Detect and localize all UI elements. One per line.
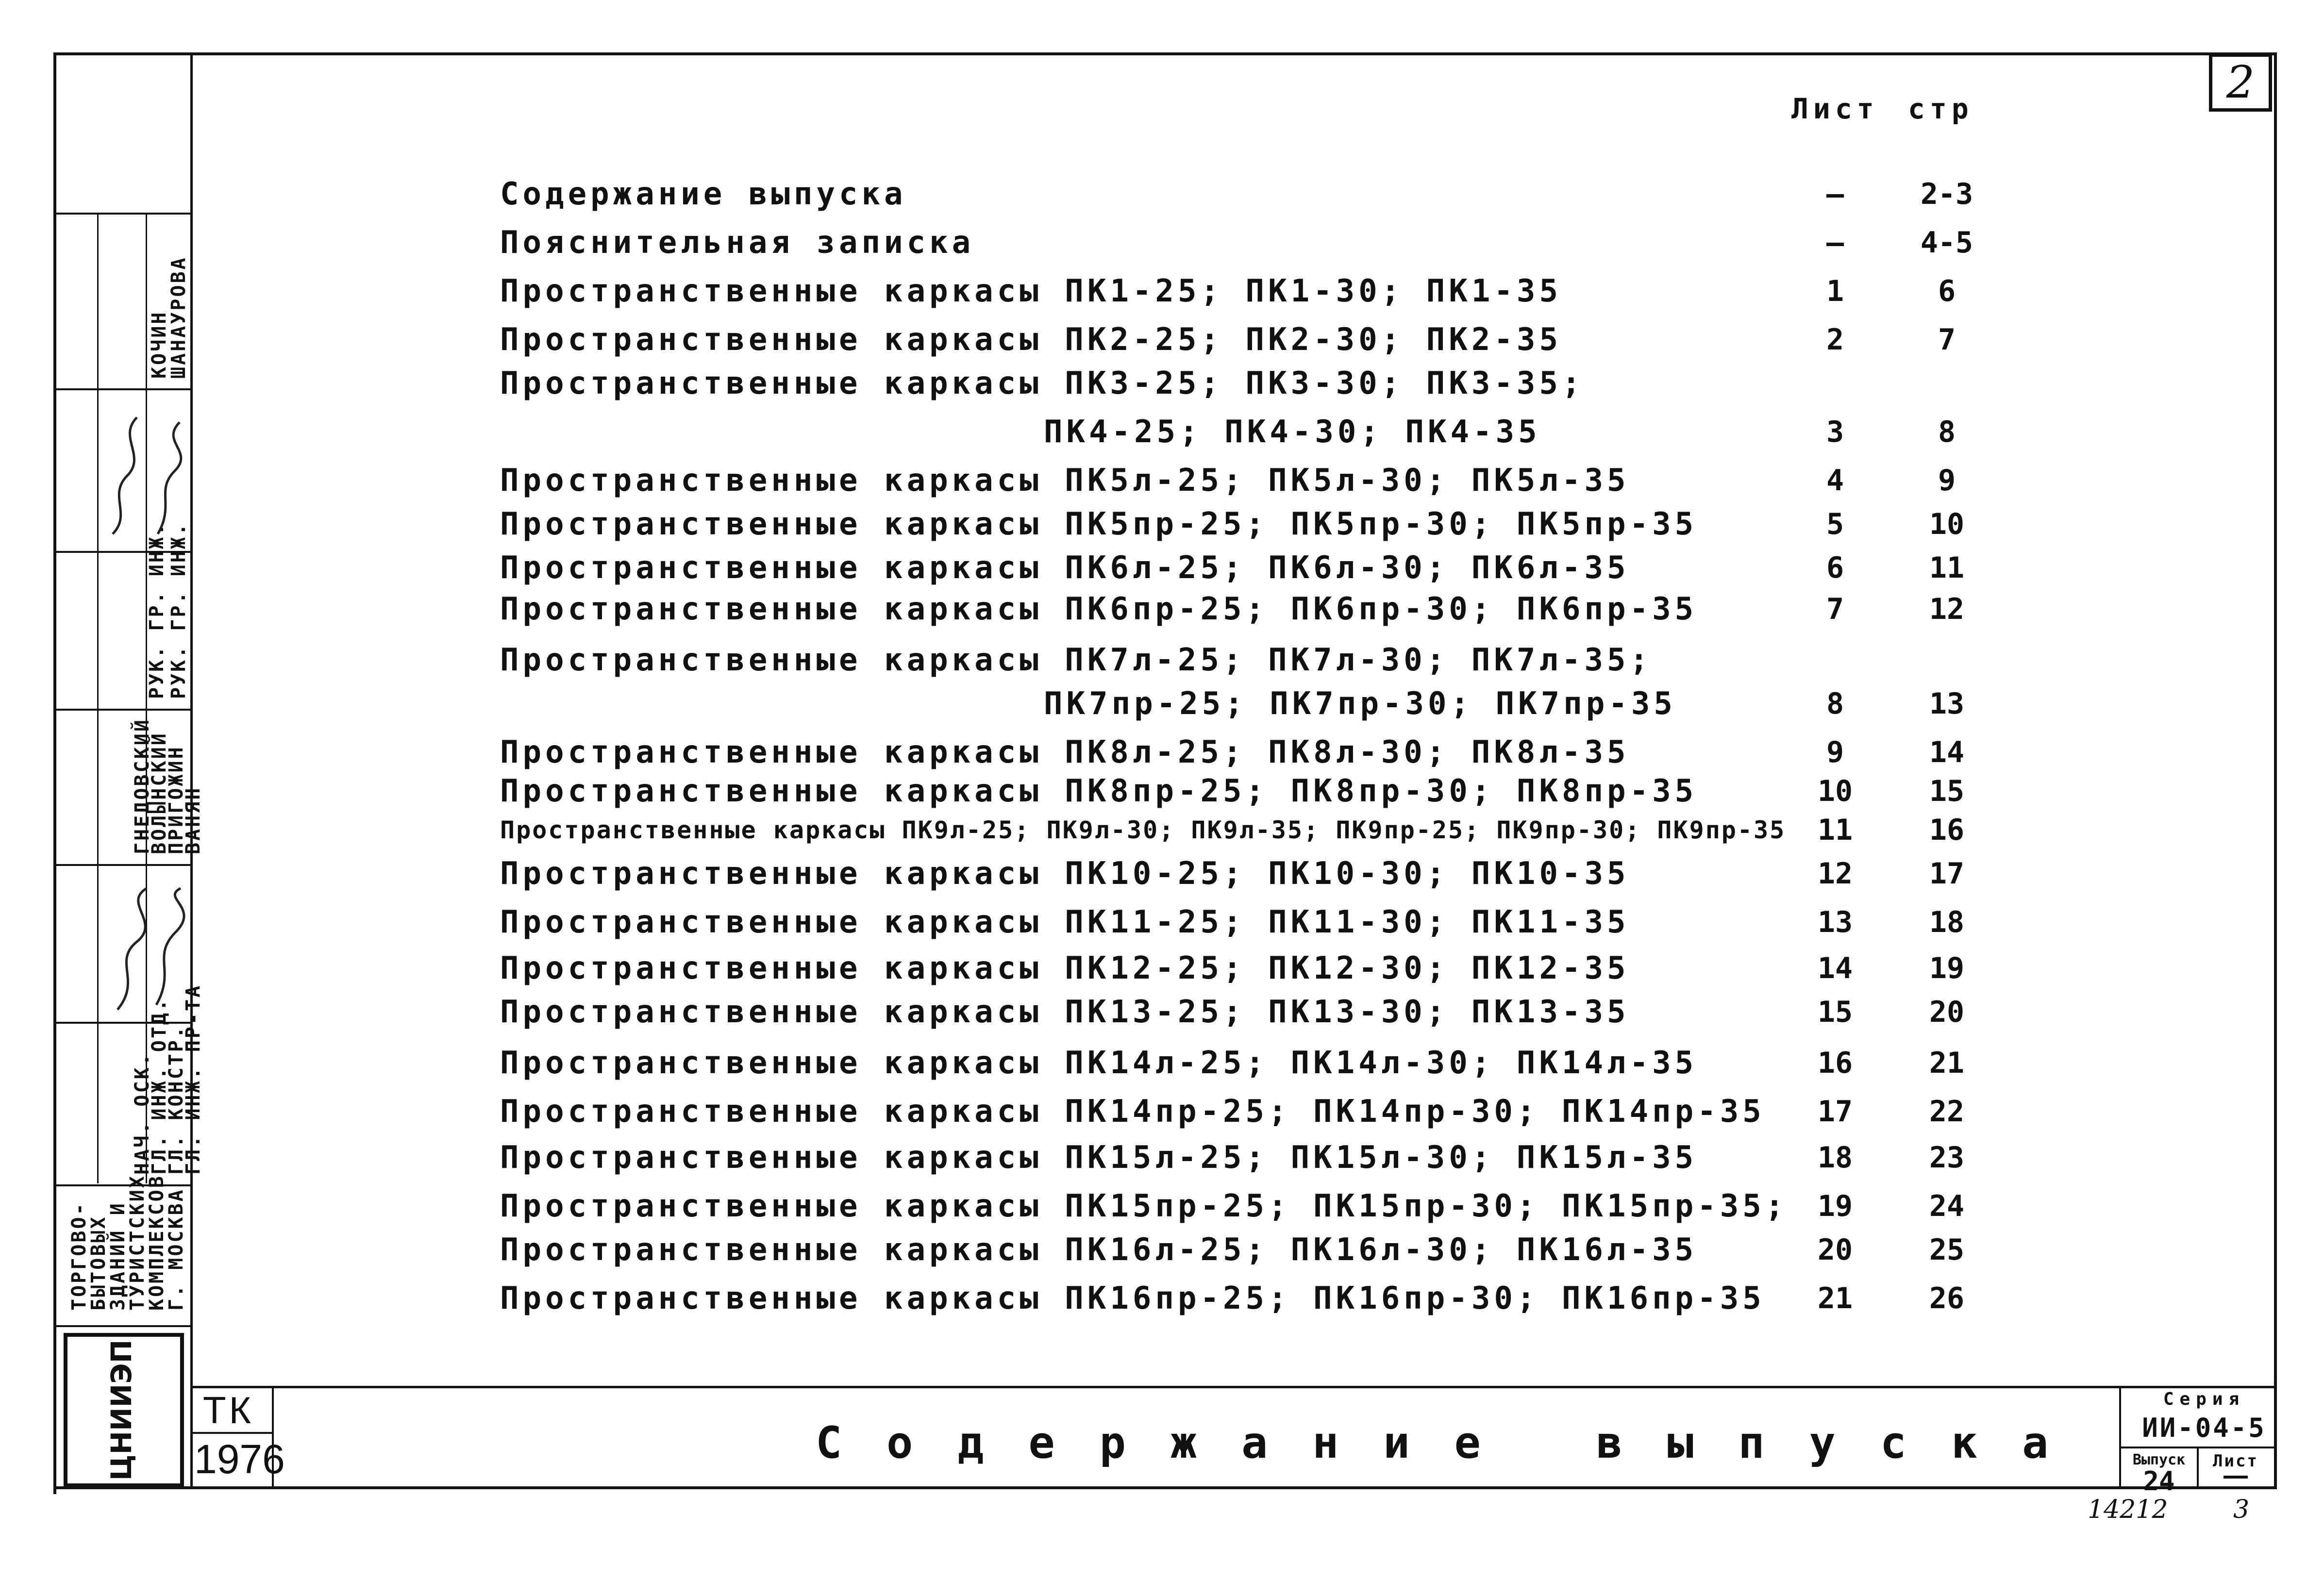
contents-row-page: 21 <box>1929 1046 1965 1080</box>
logo-tsniiep <box>61 1330 187 1490</box>
signature-shanaurova <box>148 398 192 544</box>
contents-row <box>500 638 2054 682</box>
contents-row-title: ПК7пр-25; ПК7пр-30; ПК7пр-35 <box>1044 686 1676 722</box>
contents-row-title: Содержание выпуска <box>500 176 907 212</box>
contents-row-title: Пространственные каркасы ПК2-25; ПК2-30; ПК2-35 <box>500 322 1562 358</box>
contents-row-title: Пространственные каркасы ПК15пр-25; ПК15пр-30; ПК15пр-35; <box>500 1188 1788 1224</box>
strip-row-1 <box>53 213 190 215</box>
contents-row-title: Пространственные каркасы ПК3-25; ПК3-30; ПК3-35; <box>500 366 1585 401</box>
contents-row <box>500 731 2054 774</box>
contents-row-sheet: 10 <box>1817 774 1853 808</box>
header-sheet-label: Лист <box>1791 92 1879 125</box>
contents-row-sheet: 17 <box>1817 1095 1853 1129</box>
role-group-eng-2: РУК. ГР. ИНЖ. <box>167 521 190 699</box>
contents-row-page: 18 <box>1929 905 1965 939</box>
contents-row-sheet: 7 <box>1826 592 1844 626</box>
org-line-2: БЫТОВЫХ <box>87 1215 110 1311</box>
role-chief-constructor: ГЛ. КОНСТР. <box>165 1025 187 1175</box>
contents-row-page: 10 <box>1929 507 1965 541</box>
role-chief-eng-dept: ГЛ. ИНЖ. ОТД. <box>148 997 170 1175</box>
contents-row-title: Пространственные каркасы ПК6пр-25; ПК6пр-30; ПК6пр-35 <box>500 591 1698 627</box>
contents-row <box>500 1228 2054 1272</box>
contents-row-page: 20 <box>1929 995 1965 1029</box>
name-volynsky: ВОЛЫНСКИЙ <box>148 732 170 854</box>
contents-row-sheet: 19 <box>1817 1189 1853 1223</box>
contents-row-sheet: 2 <box>1826 323 1844 357</box>
contents-row-page: 11 <box>1929 551 1965 585</box>
contents-row <box>500 900 2054 944</box>
contents-row-title: Пространственные каркасы ПК13-25; ПК13-30; ПК13-35 <box>500 994 1630 1030</box>
contents-row-title: Пространственные каркасы ПК7л-25; ПК7л-30; ПК7л-35; <box>500 642 1653 678</box>
frame-left <box>53 52 56 1494</box>
name-shanaurova: ШАНАУРОВА <box>167 256 190 379</box>
contents-row-page: 25 <box>1929 1233 1965 1267</box>
strip-row-7 <box>53 1184 190 1186</box>
contents-row-title: Пространственные каркасы ПК14л-25; ПК14л-30; ПК14л-35 <box>500 1045 1698 1081</box>
contents-row <box>500 587 2054 631</box>
role-head-dept: НАЧ. ОСК. <box>131 1052 153 1175</box>
page-number-box <box>2209 53 2272 112</box>
org-line-1: ТОРГОВО- <box>68 1201 90 1311</box>
contents-row-page: 14 <box>1929 735 1965 769</box>
frame-top <box>53 52 2277 55</box>
name-kochin: КОЧИН <box>148 310 170 379</box>
contents-row-sheet: 21 <box>1817 1281 1853 1315</box>
titleblock-title: Содержание выпуска <box>816 1417 2093 1468</box>
contents-row <box>500 1041 2054 1085</box>
contents-row-title: Пространственные каркасы ПК15л-25; ПК15л-30; ПК15л-35 <box>500 1140 1698 1176</box>
contents-row-sheet: 18 <box>1817 1141 1853 1175</box>
contents-row-page: 2-3 <box>1920 177 1973 211</box>
contents-row-page: 23 <box>1929 1141 1965 1175</box>
contents-row-title: Пространственные каркасы ПК1-25; ПК1-30; ПК1-35 <box>500 273 1562 309</box>
name-prigozhin: ПРИГОЖИН <box>165 745 187 854</box>
contents-row <box>500 459 2054 502</box>
strip-row-8 <box>53 1325 190 1327</box>
footer-archive-number: 14212 <box>2088 1495 2168 1524</box>
series-label: Серия <box>2163 1389 2245 1409</box>
contents-row-page: 17 <box>1929 857 1965 891</box>
name-gnedovsky: ГНЕДОВСКИЙ <box>131 718 153 854</box>
contents-row-title: Пространственные каркасы ПК8л-25; ПК8л-30; ПК8л-35 <box>500 734 1630 770</box>
contents-row-sheet: 16 <box>1817 1046 1853 1080</box>
org-line-3: ЗДАНИЙ И <box>107 1201 129 1311</box>
signature-kochin <box>103 398 147 544</box>
contents-row-sheet: 1 <box>1826 274 1844 308</box>
signature-prigozhin <box>103 874 190 1019</box>
contents-row <box>500 947 2054 990</box>
contents-row-title: Пространственные каркасы ПК5л-25; ПК5л-30; ПК5л-35 <box>500 463 1630 499</box>
contents-row <box>500 221 2054 265</box>
contents-row-sheet: 3 <box>1826 415 1844 449</box>
contents-row-sheet: 14 <box>1817 951 1853 985</box>
contents-row <box>500 318 2054 362</box>
contents-row <box>500 990 2054 1034</box>
titleblock-issue-divider <box>2197 1447 2199 1488</box>
contents-row <box>500 1277 2054 1320</box>
contents-row-sheet: — <box>1826 226 1844 260</box>
contents-row-page: 13 <box>1929 687 1965 721</box>
logo-text: ЦНИИЭП <box>105 1339 138 1481</box>
role-chief-eng-project: ГЛ. ИНЖ. ПР-ТА <box>182 983 204 1175</box>
footer-page: 3 <box>2233 1495 2250 1524</box>
contents-row-title: Пространственные каркасы ПК9л-25; ПК9л-30; ПК9л-35; ПК9пр-25; ПК9пр-30; ПК9пр-35 <box>500 816 1786 844</box>
contents-row-sheet: 5 <box>1826 507 1844 541</box>
sheet-label: Лист <box>2213 1451 2258 1471</box>
strip-col-1 <box>97 213 99 1183</box>
contents-row-page: 9 <box>1938 464 1956 498</box>
titleblock-code: ТК <box>203 1389 254 1431</box>
contents-row-page: 26 <box>1929 1281 1965 1315</box>
contents-row-sheet: 8 <box>1826 687 1844 721</box>
contents-row-sheet: 13 <box>1817 905 1853 939</box>
contents-row <box>500 546 2054 590</box>
contents-row-title: Пространственные каркасы ПК12-25; ПК12-30; ПК12-35 <box>500 950 1630 986</box>
contents-row-page: 4-5 <box>1920 226 1973 260</box>
contents-row-sheet: 4 <box>1826 464 1844 498</box>
contents-row-sheet: — <box>1826 177 1844 211</box>
contents-row-page: 6 <box>1938 274 1956 308</box>
contents-row-sheet: 6 <box>1826 551 1844 585</box>
contents-row-title: Пространственные каркасы ПК8пр-25; ПК8пр-30; ПК8пр-35 <box>500 773 1698 809</box>
strip-row-4 <box>53 709 190 711</box>
contents-row-page: 15 <box>1929 774 1965 808</box>
contents-row-sheet: 9 <box>1826 735 1844 769</box>
page-number: 2 <box>2226 56 2255 108</box>
contents-row-sheet: 12 <box>1817 857 1853 891</box>
contents-row-page: 19 <box>1929 951 1965 985</box>
contents-row <box>500 172 2054 216</box>
contents-row-title: Пространственные каркасы ПК6л-25; ПК6л-30; ПК6л-35 <box>500 550 1630 586</box>
strip-divider <box>190 52 193 1489</box>
issue-value: 24 <box>2143 1466 2175 1497</box>
contents-row-title: Пространственные каркасы ПК16л-25; ПК16л-30; ПК16л-35 <box>500 1232 1698 1268</box>
titleblock-top <box>190 1386 2277 1388</box>
role-group-eng-1: РУК. ГР. ИНЖ. <box>146 521 168 699</box>
contents-row <box>500 769 2054 813</box>
issue-label: Выпуск <box>2132 1451 2186 1468</box>
org-line-6: Г. МОСКВА <box>165 1188 187 1311</box>
contents-row-page: 22 <box>1929 1095 1965 1129</box>
frame-bottom <box>53 1486 2277 1489</box>
contents-row <box>500 502 2054 546</box>
contents-row <box>500 410 2054 454</box>
contents-row <box>500 1136 2054 1180</box>
contents-row-sheet: 20 <box>1817 1233 1853 1267</box>
contents-row-title: Пространственные каркасы ПК14пр-25; ПК14пр-30; ПК14пр-35 <box>500 1094 1765 1130</box>
contents-row <box>500 1090 2054 1133</box>
contents-row <box>500 1184 2054 1228</box>
contents-row-page: 7 <box>1938 323 1956 357</box>
contents-row-page: 24 <box>1929 1189 1965 1223</box>
contents-row <box>500 269 2054 313</box>
contents-row-title: ПК4-25; ПК4-30; ПК4-35 <box>1044 414 1541 450</box>
contents-row-page: 16 <box>1929 813 1965 847</box>
name-vanyan: ВАНЯН <box>182 786 204 854</box>
contents-row-title: Пространственные каркасы ПК10-25; ПК10-30; ПК10-35 <box>500 856 1630 892</box>
strip-row-2 <box>53 388 190 390</box>
org-line-5: КОМПЛЕКСОВ <box>146 1174 168 1311</box>
org-line-4: ТУРИСТСКИХ <box>126 1174 149 1311</box>
contents-row-title: Пространственные каркасы ПК11-25; ПК11-30; ПК11-35 <box>500 904 1630 940</box>
contents-row-page: 12 <box>1929 592 1965 626</box>
strip-row-5 <box>53 864 190 866</box>
contents-row-title: Пространственные каркасы ПК5пр-25; ПК5пр-30; ПК5пр-35 <box>500 506 1698 542</box>
contents-row <box>500 808 2054 852</box>
frame-right <box>2274 52 2277 1489</box>
contents-row-title: Пояснительная записка <box>500 225 975 261</box>
contents-row <box>500 682 2054 726</box>
contents-row <box>500 852 2054 896</box>
series-value: ИИ-04-5 <box>2142 1413 2266 1443</box>
titleblock-year: 1976 <box>194 1436 285 1482</box>
contents-row-sheet: 15 <box>1817 995 1853 1029</box>
contents-row-page: 8 <box>1938 415 1956 449</box>
sheet-value-dash <box>2224 1476 2248 1479</box>
header-page-label: стр <box>1908 92 1973 125</box>
contents-row-sheet: 11 <box>1817 813 1853 847</box>
contents-row-title: Пространственные каркасы ПК16пр-25; ПК16пр-30; ПК16пр-35 <box>500 1281 1765 1316</box>
contents-row <box>500 362 2054 405</box>
titleblock-series-left <box>2119 1386 2121 1488</box>
